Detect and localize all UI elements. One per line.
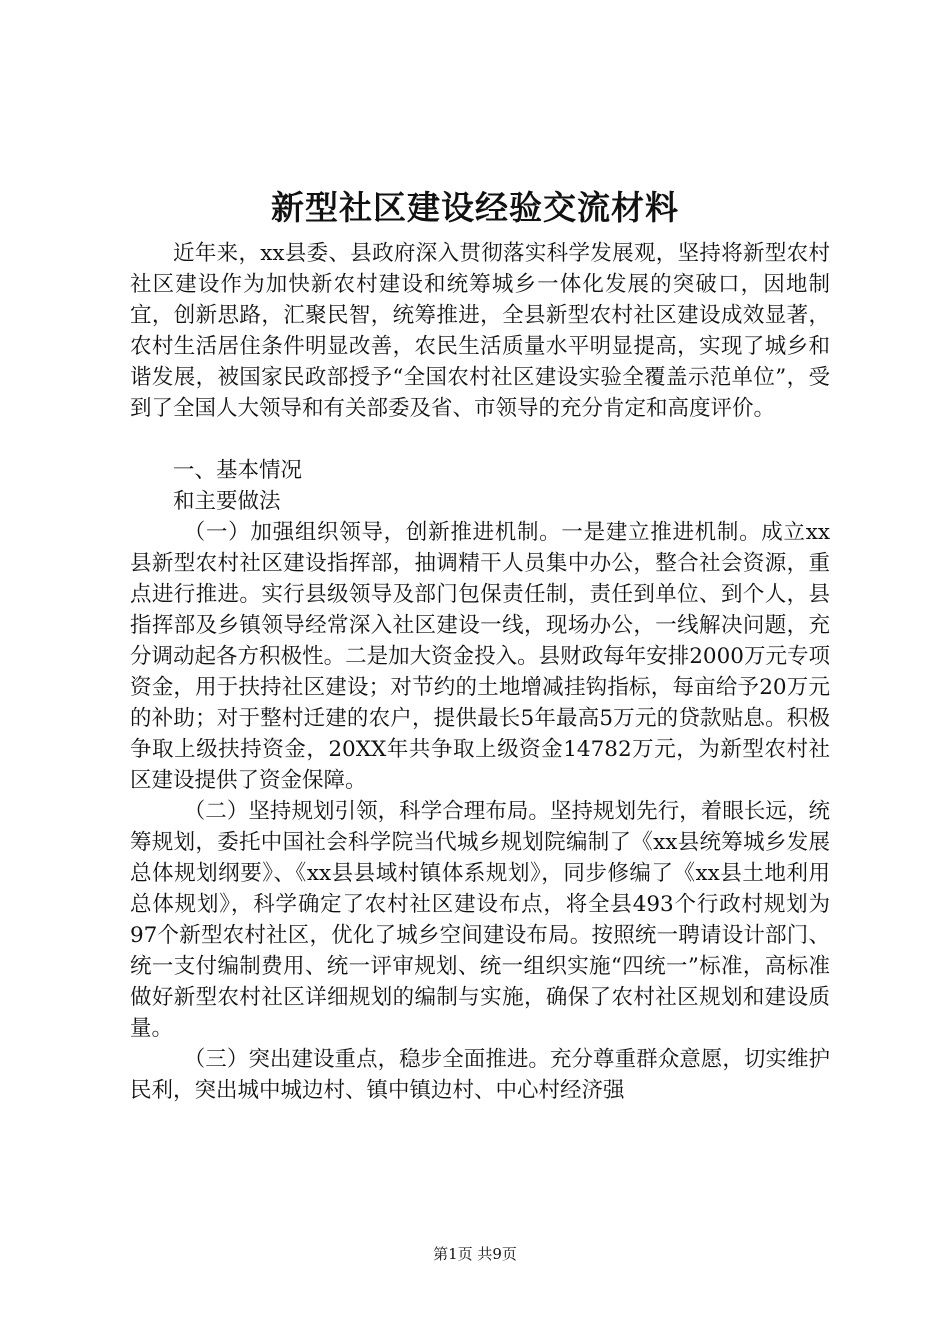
document-body (130, 238, 830, 1106)
document-title: 新型社区建设经验交流材料 (271, 188, 679, 227)
blank-line (130, 424, 830, 455)
section-heading-line-1: 一、基本情况 (173, 458, 303, 483)
subsection-paragraph-1: （一）加强组织领导，创新推进机制。一是建立推进机制。成立xx县新型农村社区建设指挥部，抽调精干人员集中办公，整合社会资源，重点进行推进。实行县级领导及部门包保责任制，责任到单位、到个人，县指挥部及乡镇领导经常深入社区建设一线，现场办公，一线解决问题，充分调动起各方积极性。二是加大资金投入。县财政每年安排2000万元专项资金，用于扶持社区建设；对节约的土地增减挂钩指标，每亩给予20万元的补助；对于整村迁建的农户，提供最长5年最高5万元的贷款贴息。积极争取上级扶持资金，20XX年共争取上级资金14782万元，为新型农村社区建设提供了资金保障。 (130, 520, 830, 793)
section-heading-line-2: 和主要做法 (173, 489, 281, 514)
subsection-paragraph-2: （二）坚持规划引领，科学合理布局。坚持规划先行，着眼长远，统筹规划，委托中国社会科学院当代城乡规划院编制了《xx县统筹城乡发展总体规划纲要》、《xx县县域村镇体系规划》，同步修编了《xx县土地利用总体规划》，科学确定了农村社区建设布点，将全县493个行政村规划为97个新型农村社区，优化了城乡空间建设布局。按照统一聘请设计部门、统一支付编制费用、统一评审规划、统一组织实施“四统一”标准，高标准做好新型农村社区详细规划的编制与实施，确保了农村社区规划和建设质量。 (130, 799, 830, 1041)
intro-paragraph: 近年来，xx县委、县政府深入贯彻落实科学发展观，坚持将新型农村社区建设作为加快新农村建设和统筹城乡一体化发展的突破口，因地制宜，创新思路，汇聚民智，统筹推进，全县新型农村社区建设成效显著，农村生活居住条件明显改善，农民生活质量水平明显提高，实现了城乡和谐发展，被国家民政部授予“全国农村社区建设实验全覆盖示范单位”，受到了全国人大领导和有关部委及省、市领导的充分肯定和高度评价。 (130, 241, 830, 421)
page-footer: 第1页 共9页 (433, 1245, 517, 1263)
subsection-paragraph-3: （三）突出建设重点，稳步全面推进。充分尊重群众意愿，切实维护民利，突出城中城边村、镇中镇边村、中心村经济强 (130, 1047, 830, 1103)
